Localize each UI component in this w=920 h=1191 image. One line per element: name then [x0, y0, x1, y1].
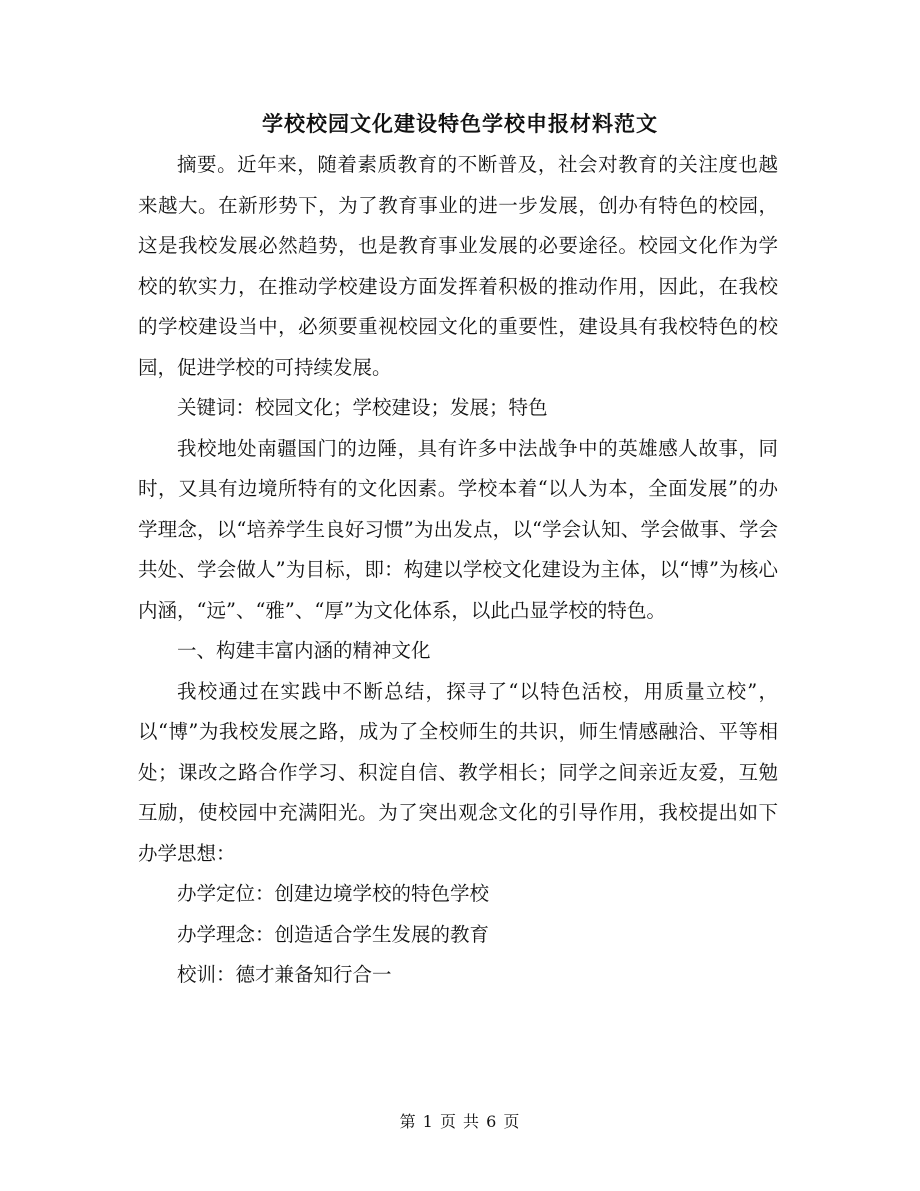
abstract-paragraph: 摘要。近年来，随着素质教育的不断普及，社会对教育的关注度也越来越大。在新形势下，为了教育事业的进一步发展，创办有特色的校园，这是我校发展必然趋势，也是教育事业发展的必要途径。校园文化作为学校的软实力，在推动学校建设方面发挥着积极的推动作用，因此，在我校的学校建设当中，必须要重视校园文化的重要性，建设具有我校特色的校园，促进学校的可持续发展。: [138, 153, 778, 379]
page-number: 第 1 页 共 6 页: [399, 1112, 521, 1131]
document-body: [138, 145, 778, 996]
school-philosophy: 办学理念：创造适合学生发展的教育: [177, 922, 490, 946]
keywords-paragraph: 关键词：校园文化；学校建设；发展；特色: [177, 396, 548, 419]
school-positioning: 办学定位：创建边境学校的特色学校: [177, 882, 490, 905]
school-motto: 校训：德才兼备知行合一: [177, 963, 392, 986]
intro-paragraph: 我校地处南疆国门的边陲，具有许多中法战争中的英雄感人故事，同时，又具有边境所特有的文化因素。学校本着“以人为本，全面发展”的办学理念，以“培养学生良好习惯”为出发点，以“学会认知、学会做事、学会共处、学会做人”为目标，即：构建以学校文化建设为主体，以“博”为核心内涵，“远”、“雅”、“厚”为文化体系，以此凸显学校的特色。: [138, 436, 778, 622]
document-title: 学校校园文化建设特色学校申报材料范文: [262, 111, 658, 136]
section-paragraph: 我校通过在实践中不断总结，探寻了“以特色活校，用质量立校”，以“博”为我校发展之路，成为了全校师生的共识，师生情感融洽、平等相处；课改之路合作学习、积淀自信、教学相长；同学之间亲近友爱，互勉互励，使校园中充满阳光。为了突出观念文化的引导作用，我校提出如下办学思想：: [138, 679, 778, 865]
section-heading: 一、构建丰富内涵的精神文化: [177, 639, 431, 662]
